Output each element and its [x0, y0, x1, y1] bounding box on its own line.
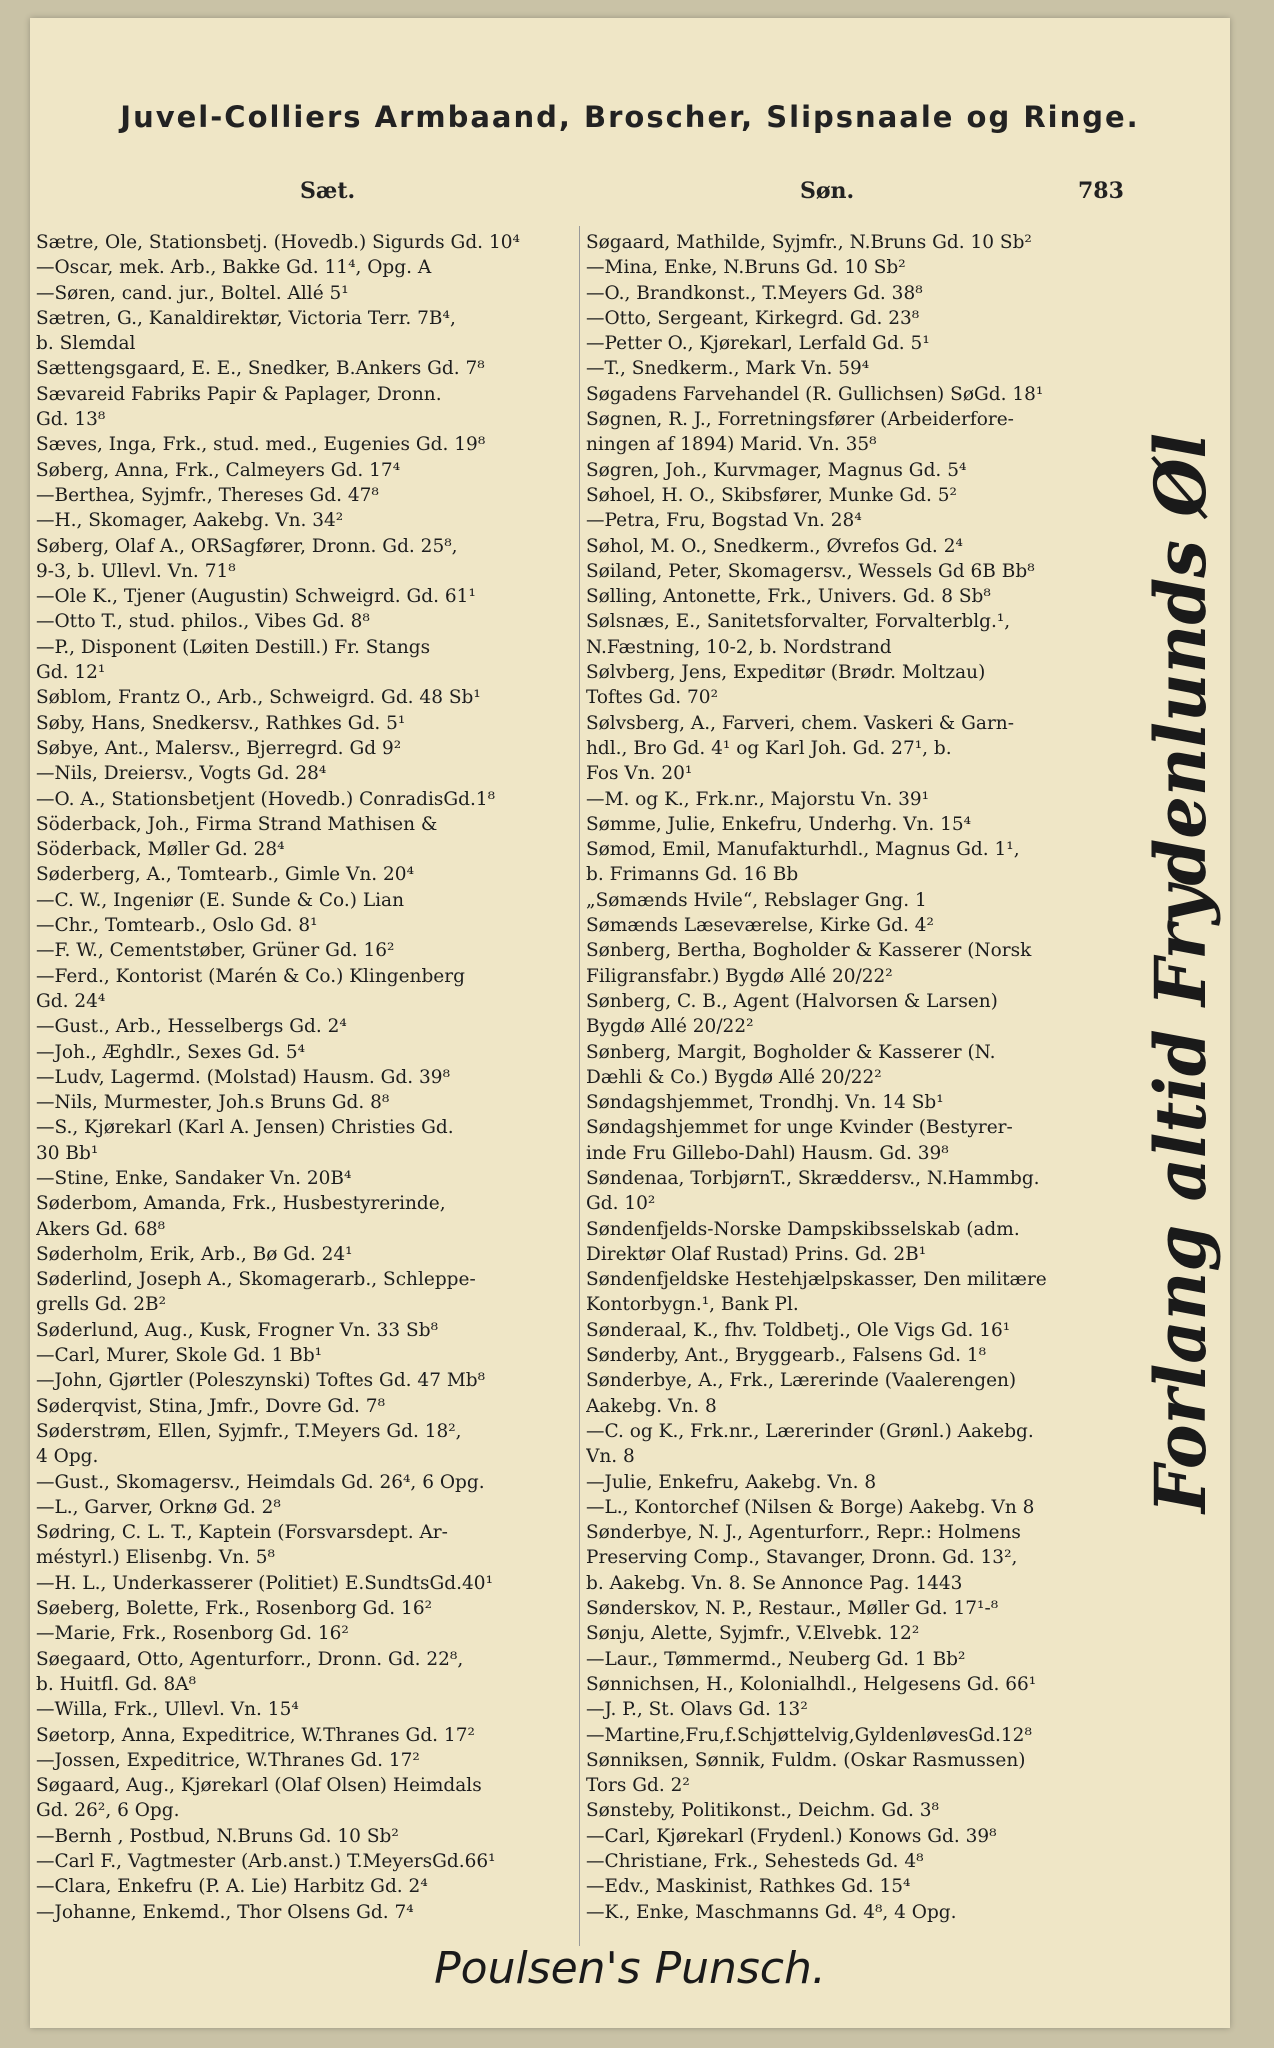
directory-entry: „Sømænds Hvile“, Rebslager Gng. 1	[586, 889, 927, 911]
directory-entry: —Oscar, mek. Arb., Bakke Gd. 11⁴, Opg. A	[36, 257, 432, 279]
directory-entry: Sølling, Antonette, Frk., Univers. Gd. 8 Sb⁸	[586, 586, 991, 608]
directory-entry: Søderstrøm, Ellen, Syjmfr., T.Meyers Gd. 18²,	[36, 1420, 462, 1442]
directory-entry: —Carl, Murer, Skole Gd. 1 Bb¹	[36, 1345, 323, 1367]
directory-entry: Sønnichsen, H., Kolonialhdl., Helgesens Gd. 66¹	[586, 1673, 1037, 1695]
directory-entry: —Petter O., Kjørekarl, Lerfald Gd. 5¹	[586, 333, 930, 355]
directory-entry: —Willa, Frk., Ullevl. Vn. 15⁴	[36, 1699, 299, 1721]
directory-entry: Gd. 12¹	[36, 662, 106, 684]
directory-entry: —Berthea, Syjmfr., Thereses Gd. 47⁸	[36, 484, 379, 506]
directory-entry: —Bernh , Postbud, N.Bruns Gd. 10 Sb²	[36, 1825, 399, 1847]
directory-entry: hdl., Bro Gd. 4¹ og Karl Joh. Gd. 27¹, b.	[586, 737, 952, 759]
directory-entry: —Nils, Murmester, Joh.s Bruns Gd. 8⁸	[36, 1092, 390, 1114]
directory-entry: Aakebg. Vn. 8	[586, 1395, 717, 1417]
directory-entry: —Søren, cand. jur., Boltel. Allé 5¹	[36, 282, 349, 304]
directory-entry: —Otto T., stud. philos., Vibes Gd. 8⁸	[36, 611, 370, 633]
header-range-end: Søn.	[800, 178, 855, 204]
directory-entry: Sæves, Inga, Frk., stud. med., Eugenies Gd. 19⁸	[36, 434, 486, 456]
directory-entry: Fos Vn. 20¹	[586, 763, 693, 785]
directory-entry: Sønberg, Margit, Bogholder & Kasserer (N.	[586, 1041, 996, 1063]
side-advertisement-text: Forlang altid Frydenlunds Øl	[1139, 418, 1222, 1513]
directory-entry: —Mina, Enke, N.Bruns Gd. 10 Sb²	[586, 257, 906, 279]
bottom-advertisement: Poulsen's Punsch.	[434, 1943, 826, 1994]
directory-entry: Søgren, Joh., Kurvmager, Magnus Gd. 5⁴	[586, 459, 967, 481]
directory-page	[30, 18, 1230, 2028]
directory-entry: Sømod, Emil, Manufakturhdl., Magnus Gd. 1¹,	[586, 839, 1020, 861]
directory-entry: Sønberg, C. B., Agent (Halvorsen & Larsen)	[586, 990, 998, 1012]
directory-entry: Preserving Comp., Stavanger, Dronn. Gd. 13²,	[586, 1547, 1018, 1569]
directory-entry: Sømænds Læseværelse, Kirke Gd. 4²	[586, 915, 934, 937]
directory-entry: Søderlind, Joseph A., Skomagerarb., Schleppe-	[36, 1269, 476, 1291]
directory-entry: Søegaard, Otto, Agenturforr., Dronn. Gd. 22⁸,	[36, 1648, 464, 1670]
directory-entry: —Jossen, Expeditrice, W.Thranes Gd. 17²	[36, 1749, 420, 1771]
directory-entry: —Julie, Enkefru, Aakebg. Vn. 8	[586, 1471, 877, 1493]
directory-entry: 30 Bb¹	[36, 1142, 99, 1164]
directory-entry: Sølvberg, Jens, Expeditør (Brødr. Moltzau)	[586, 662, 986, 684]
page-number: 783	[1078, 178, 1124, 204]
directory-entry: Akers Gd. 68⁸	[36, 1218, 166, 1240]
directory-entry: —Ferd., Kontorist (Marén & Co.) Klingenberg	[36, 965, 465, 987]
directory-entry: Sødring, C. L. T., Kaptein (Forsvarsdept. Ar-	[36, 1522, 448, 1544]
directory-entry: Sætren, G., Kanaldirektør, Victoria Terr. 7B⁴,	[36, 307, 456, 329]
directory-entry: Gd. 24⁴	[36, 990, 106, 1012]
directory-entry: —C. W., Ingeniør (E. Sunde & Co.) Lian	[36, 889, 404, 911]
directory-entry: Søhol, M. O., Snedkerm., Øvrefos Gd. 2⁴	[586, 535, 963, 557]
directory-entry: —L., Garver, Orknø Gd. 2⁸	[36, 1496, 281, 1518]
directory-entry: Vn. 8	[586, 1446, 635, 1468]
directory-entry: Söderback, Joh., Firma Strand Mathisen &	[36, 813, 438, 835]
directory-entry: 4 Opg.	[36, 1446, 99, 1468]
directory-entry: Dæhli & Co.) Bygdø Allé 20/22²	[586, 1066, 882, 1088]
directory-entry: —Ludv, Lagermd. (Molstad) Hausm. Gd. 39⁸	[36, 1066, 450, 1088]
directory-entry: Sølvsberg, A., Farveri, chem. Vaskeri & Garn-	[586, 712, 1014, 734]
directory-entry: Sønderaal, K., fhv. Toldbetj., Ole Vigs Gd. 16¹	[586, 1319, 1011, 1341]
directory-entry: Direktør Olaf Rustad) Prins. Gd. 2B¹	[586, 1243, 927, 1265]
directory-entry: —Otto, Sergeant, Kirkegrd. Gd. 23⁸	[586, 307, 920, 329]
directory-entry: —O. A., Stationsbetjent (Hovedb.) ConradisGd.1⁸	[36, 788, 496, 810]
directory-entry: Søderholm, Erik, Arb., Bø Gd. 24¹	[36, 1243, 353, 1265]
column-divider	[579, 226, 580, 1946]
directory-entry: Sønderby, Ant., Bryggearb., Falsens Gd. 1⁸	[586, 1345, 987, 1367]
directory-entry: Søderberg, A., Tomtearb., Gimle Vn. 20⁴	[36, 864, 414, 886]
directory-entry: —J. P., St. Olavs Gd. 13²	[586, 1699, 808, 1721]
directory-entry: Søgnen, R. J., Forretningsfører (Arbeiderfore-	[586, 409, 1014, 431]
directory-entry: Sønniksen, Sønnik, Fuldm. (Oskar Rasmussen)	[586, 1749, 1026, 1771]
directory-entry: —Clara, Enkefru (P. A. Lie) Harbitz Gd. 2⁴	[36, 1876, 428, 1898]
directory-entry: Kontorbygn.¹, Bank Pl.	[586, 1294, 799, 1316]
directory-entry: —O., Brandkonst., T.Meyers Gd. 38⁸	[586, 282, 923, 304]
directory-entry: Søgadens Farvehandel (R. Gullichsen) SøGd. 18¹	[586, 383, 1044, 405]
directory-entry: —Gust., Arb., Hesselbergs Gd. 2⁴	[36, 1016, 347, 1038]
directory-entry: —Joh., Æghdlr., Sexes Gd. 5⁴	[36, 1041, 306, 1063]
directory-entry: Sønsteby, Politikonst., Deichm. Gd. 3⁸	[586, 1800, 939, 1822]
directory-entry: Søndagshjemmet for unge Kvinder (Bestyrer-	[586, 1117, 1013, 1139]
header-range-start: Sæt.	[300, 178, 356, 204]
top-advertisement: Juvel-Colliers Armbaand, Broscher, Slipsnaale og Ringe.	[120, 100, 1140, 134]
directory-entry: 9-3, b. Ullevl. Vn. 71⁸	[36, 560, 236, 582]
directory-entry: Søbye, Ant., Malersv., Bjerregrd. Gd 9²	[36, 737, 402, 759]
directory-entry: Søblom, Frantz O., Arb., Schweigrd. Gd. 48 Sb¹	[36, 687, 481, 709]
directory-entry: Tors Gd. 2²	[586, 1775, 690, 1797]
directory-entry: —Stine, Enke, Sandaker Vn. 20B⁴	[36, 1167, 352, 1189]
directory-entry: —Edv., Maskinist, Rathkes Gd. 15⁴	[586, 1876, 911, 1898]
directory-entry: Sævareid Fabriks Papir & Paplager, Dronn.	[36, 383, 442, 405]
directory-entry: Sætre, Ole, Stationsbetj. (Hovedb.) Sigurds Gd. 10⁴	[36, 232, 520, 253]
directory-entry: Gd. 13⁸	[36, 409, 106, 431]
directory-entry: Bygdø Allé 20/22²	[586, 1016, 754, 1038]
right-column	[586, 230, 1126, 1925]
directory-entry: Sømme, Julie, Enkefru, Underhg. Vn. 15⁴	[586, 813, 972, 835]
directory-entry: N.Fæstning, 10-2, b. Nordstrand	[586, 636, 892, 658]
directory-entry: —C. og K., Frk.nr., Lærerinder (Grønl.) Aakebg.	[586, 1420, 1034, 1442]
directory-entry: Søndenfjeldske Hestehjælpskasser, Den militære	[586, 1269, 1047, 1291]
directory-entry: —Gust., Skomagersv., Heimdals Gd. 26⁴, 6 Opg.	[36, 1471, 485, 1493]
directory-entry: Søetorp, Anna, Expeditrice, W.Thranes Gd. 17²	[36, 1724, 475, 1746]
directory-entry: —Johanne, Enkemd., Thor Olsens Gd. 7⁴	[36, 1901, 414, 1923]
directory-entry: Søderbom, Amanda, Frk., Husbestyrerinde,	[36, 1193, 446, 1215]
directory-entry: Sønderbye, A., Frk., Lærerinde (Vaalerengen)	[586, 1370, 1017, 1392]
directory-entry: Søberg, Olaf A., ORSagfører, Dronn. Gd. 25⁸,	[36, 535, 458, 557]
directory-entry: —John, Gjørtler (Poleszynski) Toftes Gd. 47 Mb⁸	[36, 1370, 486, 1392]
directory-entry: grells Gd. 2B²	[36, 1294, 167, 1316]
directory-entry: Filigransfabr.) Bygdø Allé 20/22²	[586, 965, 893, 987]
side-advertisement	[1110, 418, 1250, 1518]
directory-entry: —Petra, Fru, Bogstad Vn. 28⁴	[586, 510, 862, 532]
directory-entry: Søby, Hans, Snedkersv., Rathkes Gd. 5¹	[36, 712, 406, 734]
directory-entry: b. Huitfl. Gd. 8A⁸	[36, 1673, 197, 1695]
directory-entry: —M. og K., Frk.nr., Majorstu Vn. 39¹	[586, 788, 930, 810]
directory-entry: Søberg, Anna, Frk., Calmeyers Gd. 17⁴	[36, 459, 401, 481]
directory-entry: inde Fru Gillebo-Dahl) Hausm. Gd. 39⁸	[586, 1142, 949, 1164]
directory-entry: b. Aakebg. Vn. 8. Se Annonce Pag. 1443	[586, 1572, 963, 1594]
directory-entry: b. Frimanns Gd. 16 Bb	[586, 864, 799, 886]
directory-entry: —L., Kontorchef (Nilsen & Borge) Aakebg. Vn 8	[586, 1496, 1035, 1518]
directory-entry: —T., Snedkerm., Mark Vn. 59⁴	[586, 358, 870, 380]
directory-entry: Søhoel, H. O., Skibsfører, Munke Gd. 5²	[586, 484, 957, 506]
left-column	[36, 230, 576, 1925]
directory-entry: Sønderskov, N. P., Restaur., Møller Gd. 17¹-⁸	[586, 1598, 999, 1620]
directory-entry: —Ole K., Tjener (Augustin) Schweigrd. Gd. 61¹	[36, 586, 476, 608]
directory-entry: Søeberg, Bolette, Frk., Rosenborg Gd. 16²	[36, 1598, 433, 1620]
directory-entry: Gd. 10²	[586, 1193, 656, 1215]
directory-entry: —Laur., Tømmermd., Neuberg Gd. 1 Bb²	[586, 1648, 966, 1670]
directory-entry: —Nils, Dreiersv., Vogts Gd. 28⁴	[36, 763, 327, 785]
directory-entry: —Christiane, Frk., Sehesteds Gd. 4⁸	[586, 1851, 924, 1872]
directory-entry: —Carl F., Vagtmester (Arb.anst.) T.MeyersGd.66¹	[36, 1851, 496, 1872]
directory-entry: Søgaard, Mathilde, Syjmfr., N.Bruns Gd. 10 Sb²	[586, 232, 1032, 253]
directory-entry: b. Slemdal	[36, 333, 136, 355]
directory-entry: Søiland, Peter, Skomagersv., Wessels Gd 6B Bb⁸	[586, 560, 1035, 582]
directory-entry: ningen af 1894) Marid. Vn. 35⁸	[586, 434, 877, 456]
directory-entry: —S., Kjørekarl (Karl A. Jensen) Christies Gd.	[36, 1117, 454, 1139]
directory-entry: —H., Skomager, Aakebg. Vn. 34²	[36, 510, 344, 532]
directory-entry: Sønderbye, N. J., Agenturforr., Repr.: Holmens	[586, 1522, 1021, 1544]
directory-entry: Sættengsgaard, E. E., Snedker, B.Ankers Gd. 7⁸	[36, 358, 485, 380]
directory-entry: Toftes Gd. 70²	[586, 687, 718, 709]
directory-entry: Søndagshjemmet, Trondhj. Vn. 14 Sb¹	[586, 1092, 944, 1114]
directory-entry: Gd. 26², 6 Opg.	[36, 1800, 180, 1822]
directory-entry: Söderback, Møller Gd. 28⁴	[36, 839, 285, 861]
directory-entry: méstyrl.) Elisenbg. Vn. 5⁸	[36, 1547, 275, 1569]
directory-entry: —Marie, Frk., Rosenborg Gd. 16²	[36, 1623, 349, 1645]
directory-entry: —P., Disponent (Løiten Destill.) Fr. Stangs	[36, 636, 431, 658]
directory-entry: —Chr., Tomtearb., Oslo Gd. 8¹	[36, 915, 318, 937]
directory-entry: Søderlund, Aug., Kusk, Frogner Vn. 33 Sb⁸	[36, 1319, 438, 1341]
directory-entry: Søndenfjelds-Norske Dampskibsselskab (adm.	[586, 1218, 1020, 1240]
directory-entry: Søgaard, Aug., Kjørekarl (Olaf Olsen) Heimdals	[36, 1775, 482, 1797]
directory-entry: —F. W., Cementstøber, Grüner Gd. 16²	[36, 940, 395, 962]
side-advertisement-graphic	[1110, 418, 1250, 1518]
directory-entry: —Martine,Fru,f.Schjøttelvig,GyldenløvesGd.12⁸	[586, 1724, 1032, 1746]
directory-entry: Sølsnæs, E., Sanitetsforvalter, Forvalterblg.¹,	[586, 611, 1011, 633]
directory-entry: —H. L., Underkasserer (Politiet) E.SundtsGd.40¹	[36, 1572, 493, 1594]
directory-entry: Søndenaa, TorbjørnT., Skræddersv., N.Hammbg.	[586, 1167, 1040, 1189]
directory-entry: —Carl, Kjørekarl (Frydenl.) Konows Gd. 39⁸	[586, 1825, 997, 1847]
directory-entry: —K., Enke, Maschmanns Gd. 4⁸, 4 Opg.	[586, 1901, 957, 1923]
directory-entry: Søderqvist, Stina, Jmfr., Dovre Gd. 7⁸	[36, 1395, 385, 1417]
directory-entry: Sønberg, Bertha, Bogholder & Kasserer (Norsk	[586, 940, 1032, 962]
directory-entry: Sønju, Alette, Syjmfr., V.Elvebk. 12²	[586, 1623, 920, 1645]
